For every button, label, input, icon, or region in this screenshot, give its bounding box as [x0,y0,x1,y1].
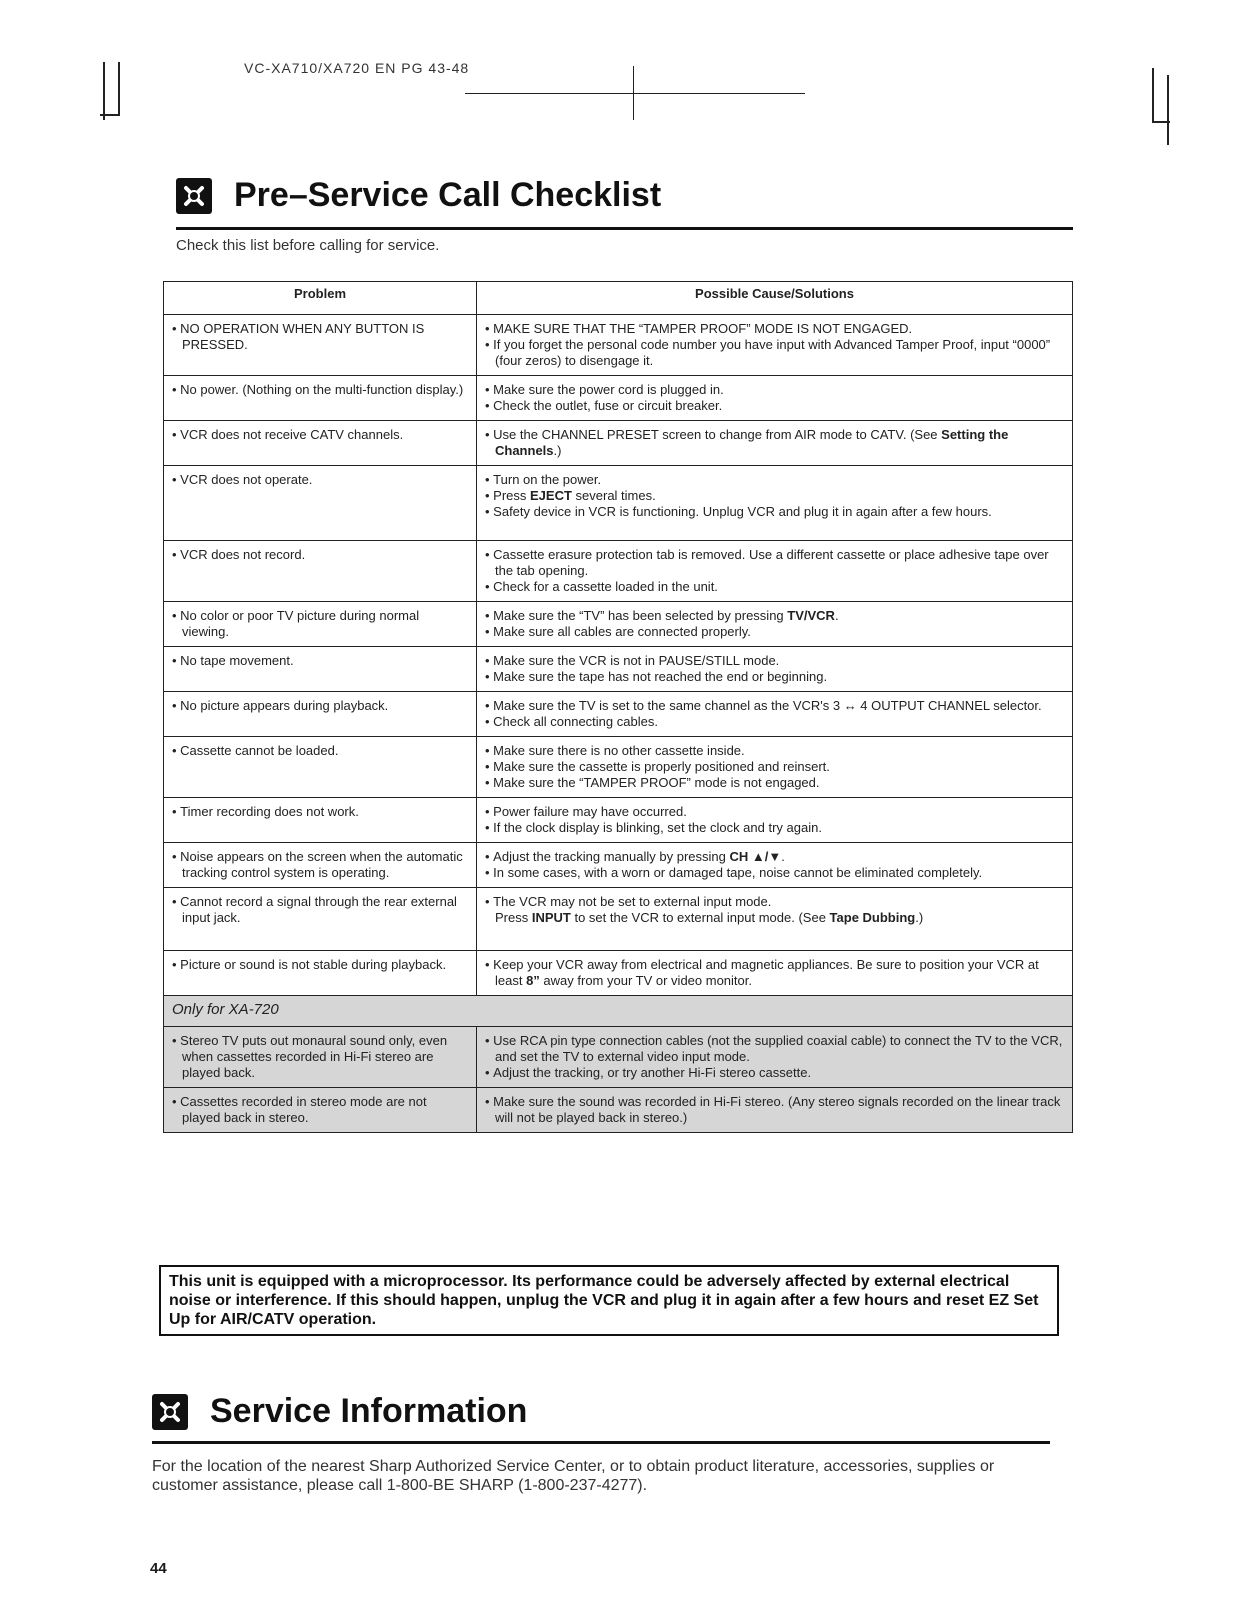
checklist-title-rule [176,227,1073,230]
table-row [164,843,1073,888]
problem-text: • Timer recording does not work. [172,804,468,820]
xa720-subheader-row [164,996,1073,1027]
header-tick [633,66,634,120]
table-row [164,692,1073,737]
crop-mark-left-horizontal [100,114,120,116]
solution-text: • Adjust the tracking manually by pressing CH ▲/▼. [485,849,1064,865]
column-header-solution: Possible Cause/Solutions [477,282,1073,315]
solution-text: • The VCR may not be set to external input mode. [485,894,1064,910]
problem-text: • No picture appears during playback. [172,698,468,714]
header-rule [465,93,805,94]
solution-text: • Check for a cassette loaded in the unit. [485,579,1064,595]
solution-text: • Power failure may have occurred. [485,804,1064,820]
solution-text: • Make sure the “TV” has been selected by pressing TV/VCR. [485,608,1064,624]
page-number: 44 [150,1560,167,1577]
table-row [164,466,1073,541]
solution-text: • Check the outlet, fuse or circuit breaker. [485,398,1064,414]
tools-icon [152,1394,188,1430]
solution-text: • Make sure the “TAMPER PROOF” mode is not engaged. [485,775,1064,791]
solution-text: • Make sure the tape has not reached the end or beginning. [485,669,1064,685]
problem-text: • Stereo TV puts out monaural sound only, even when cassettes recorded in Hi-Fi stereo are played back. [172,1033,468,1081]
solution-text: • Make sure the VCR is not in PAUSE/STILL mode. [485,653,1064,669]
solution-text: • Use RCA pin type connection cables (not the supplied coaxial cable) to connect the TV to the VCR, and set the TV to external video input mode. [485,1033,1064,1065]
solution-text: • If the clock display is blinking, set the clock and try again. [485,820,1064,836]
table-row [164,1027,1073,1088]
checklist-title: Pre–Service Call Checklist [234,176,662,214]
solution-text: • Make sure the sound was recorded in Hi-Fi stereo. (Any stereo signals recorded on the linear track will not be played back in stereo.) [485,1094,1064,1126]
solution-text: • Press EJECT several times. [485,488,1064,504]
crop-mark-right-horizontal [1152,121,1170,123]
solution-text: • Make sure there is no other cassette inside. [485,743,1064,759]
problem-text: • VCR does not record. [172,547,468,563]
table-row [164,541,1073,602]
service-heading [152,1392,527,1431]
crop-mark-left-vertical [103,62,105,120]
solution-text: • Turn on the power. [485,472,1064,488]
solution-text: • Make sure the cassette is properly positioned and reinsert. [485,759,1064,775]
problem-text: • No color or poor TV picture during normal viewing. [172,608,468,640]
table-row [164,602,1073,647]
table-row [164,315,1073,376]
crop-mark-right-vertical-2 [1167,75,1169,145]
table-row [164,951,1073,996]
column-header-problem: Problem [164,282,477,315]
solution-text: • In some cases, with a worn or damaged tape, noise cannot be eliminated completely. [485,865,1064,881]
solution-text: Press INPUT to set the VCR to external input mode. (See Tape Dubbing.) [495,910,924,925]
crop-mark-left-vertical-2 [118,62,120,114]
table-row [164,888,1073,951]
problem-text: • Cassettes recorded in stereo mode are not played back in stereo. [172,1094,468,1126]
service-title-rule [152,1441,1050,1444]
problem-text: • Noise appears on the screen when the automatic tracking control system is operating. [172,849,468,881]
solution-text: • If you forget the personal code number you have input with Advanced Tamper Proof, input “0000” (four zeros) to disengage it. [485,337,1064,369]
service-text: For the location of the nearest Sharp Authorized Service Center, or to obtain product literature, accessories, supplies or customer assistance, please call 1-800-BE SHARP (1-800-237-4277). [152,1458,995,1494]
problem-text: • VCR does not operate. [172,472,468,488]
solution-text: • Keep your VCR away from electrical and magnetic appliances. Be sure to position your VCR at least 8” away from your TV or video monitor. [485,957,1064,989]
checklist-intro: Check this list before calling for service. [176,237,440,254]
solution-text: • Make sure the power cord is plugged in. [485,382,1064,398]
table-row [164,737,1073,798]
table-row [164,1088,1073,1133]
service-title: Service Information [210,1392,528,1430]
checklist-table [163,281,1073,1133]
table-row [164,376,1073,421]
microprocessor-warning: This unit is equipped with a microprocessor. Its performance could be adversely affected by external electrical noise or interference. If this should happen, unplug the VCR and plug it in again after a few hours and reset EZ Set Up for AIR/CATV operation. [159,1265,1059,1336]
problem-text: • Cannot record a signal through the rear external input jack. [172,894,468,926]
solution-text: • MAKE SURE THAT THE “TAMPER PROOF” MODE IS NOT ENGAGED. [485,321,1064,337]
checklist-heading [176,176,661,215]
solution-text: • Check all connecting cables. [485,714,1064,730]
problem-text: • No tape movement. [172,653,468,669]
crop-mark-right-vertical [1152,68,1154,123]
problem-text: • Picture or sound is not stable during playback. [172,957,468,973]
document-code: VC-XA710/XA720 EN PG 43-48 [244,60,470,76]
solution-text: • Safety device in VCR is functioning. Unplug VCR and plug it in again after a few hours. [485,504,1064,520]
problem-text: • NO OPERATION WHEN ANY BUTTON IS PRESSED. [172,321,468,353]
table-row [164,421,1073,466]
table-row [164,647,1073,692]
table-header-row [164,282,1073,315]
solution-text: • Cassette erasure protection tab is removed. Use a different cassette or place adhesive tape over the tab opening. [485,547,1064,579]
solution-text: • Make sure all cables are connected properly. [485,624,1064,640]
xa720-label: Only for XA-720 [164,996,1073,1027]
problem-text: • No power. (Nothing on the multi-function display.) [172,382,468,398]
solution-text: • Adjust the tracking, or try another Hi-Fi stereo cassette. [485,1065,1064,1081]
solution-text: • Make sure the TV is set to the same channel as the VCR's 3 ↔ 4 OUTPUT CHANNEL selector. [485,698,1064,714]
problem-text: • VCR does not receive CATV channels. [172,427,468,443]
solution-text: • Use the CHANNEL PRESET screen to change from AIR mode to CATV. (See Setting the Channels.) [485,427,1064,459]
tools-icon [176,178,212,214]
table-row [164,798,1073,843]
problem-text: • Cassette cannot be loaded. [172,743,468,759]
